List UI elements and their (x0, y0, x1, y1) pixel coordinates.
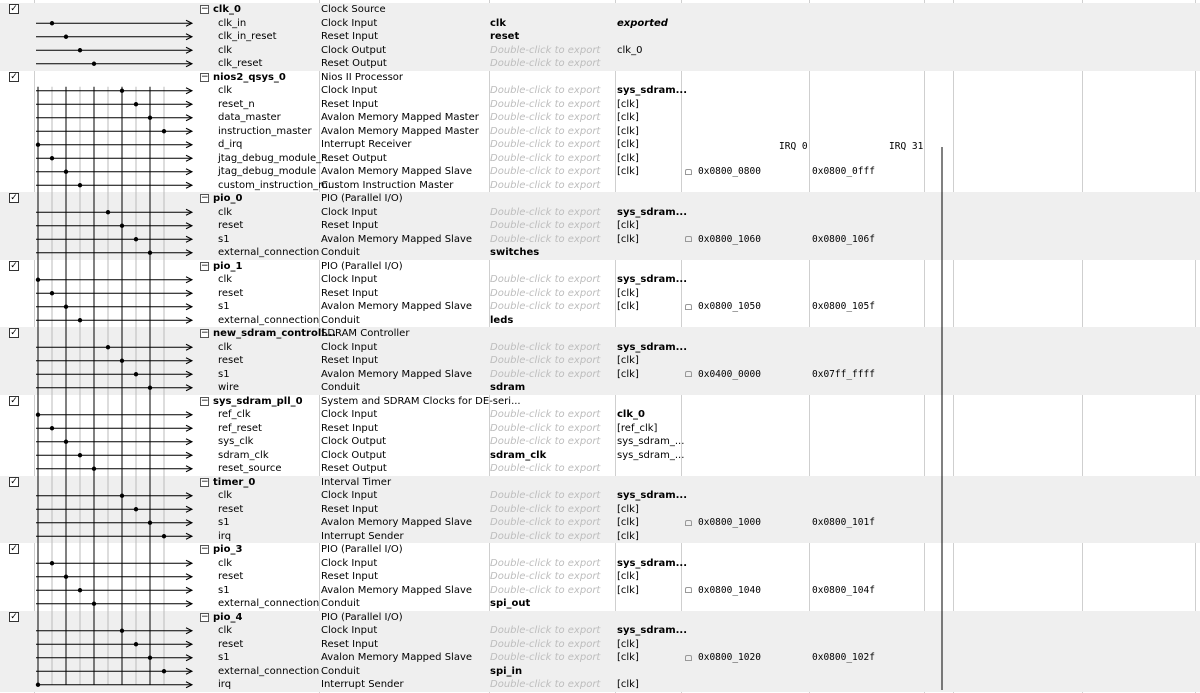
collapse-toggle-icon[interactable]: − (201, 611, 209, 622)
collapse-toggle-icon[interactable]: − (201, 476, 209, 487)
description: Reset Input (321, 31, 379, 42)
collapse-toggle-icon[interactable]: − (201, 193, 209, 203)
connection-dot[interactable] (162, 669, 166, 673)
connection-dot[interactable] (120, 89, 124, 93)
clock-value[interactable]: sys_sdram... (617, 274, 688, 285)
export-hint[interactable]: Double-click to export (490, 652, 601, 663)
export-hint[interactable]: Double-click to export (490, 638, 601, 650)
description: Interrupt Sender (321, 530, 404, 542)
export-hint[interactable]: Double-click to export (490, 409, 601, 420)
interface-name[interactable]: clk (218, 44, 233, 56)
use-checkbox[interactable]: ✓ (10, 476, 18, 487)
collapse-toggle-icon[interactable]: − (201, 260, 209, 271)
export-hint[interactable]: Double-click to export (490, 368, 601, 380)
connection-dot[interactable] (162, 534, 166, 538)
interface-name[interactable]: s1 (218, 368, 230, 380)
clock-value[interactable]: [clk] (617, 368, 639, 380)
clock-value[interactable]: [clk] (617, 139, 639, 150)
collapse-toggle-icon[interactable]: − (201, 328, 209, 338)
irq-connection-wire[interactable] (900, 130, 960, 693)
description: SDRAM Controller (321, 328, 410, 339)
export-hint[interactable]: Double-click to export (490, 125, 601, 137)
interface-name[interactable]: reset (218, 503, 244, 515)
interface-name[interactable]: data_master (218, 112, 281, 123)
connection-dot[interactable] (148, 386, 152, 390)
base-address-value: 0x0800_0800 (698, 166, 761, 177)
end-address: 0x0800_105f (812, 301, 875, 312)
connection-dot[interactable] (78, 453, 82, 457)
use-checkbox[interactable]: ✓ (10, 544, 18, 554)
clock-value[interactable]: sys_sdram... (617, 85, 688, 96)
export-hint[interactable]: Double-click to export (490, 355, 601, 366)
description: Reset Output (321, 152, 387, 164)
base-address[interactable] (685, 300, 805, 314)
connection-dot[interactable] (106, 345, 110, 349)
connection-dot[interactable] (134, 507, 138, 511)
description: Clock Output (321, 44, 387, 56)
description: Reset Output (321, 58, 387, 69)
component-name[interactable]: pio_3 (213, 544, 243, 555)
connection-dot[interactable] (64, 305, 68, 309)
base-address-value: 0x0800_1060 (698, 233, 761, 245)
export-hint[interactable]: Double-click to export (490, 139, 601, 150)
clock-value[interactable]: sys_sdram... (617, 341, 688, 353)
description: PIO (Parallel I/O) (321, 260, 403, 272)
connection-dot[interactable] (134, 102, 138, 106)
lock-icon[interactable] (685, 587, 692, 593)
description: System and SDRAM Clocks for DE-seri... (321, 395, 521, 407)
description: PIO (Parallel I/O) (321, 544, 403, 555)
connection-dot[interactable] (64, 170, 68, 174)
export-hint[interactable]: Double-click to export (490, 152, 601, 164)
component-name[interactable]: pio_0 (213, 193, 243, 204)
interface-name[interactable]: clk (218, 85, 233, 96)
export-hint[interactable]: Double-click to export (490, 206, 601, 218)
export-hint[interactable]: Double-click to export (490, 341, 601, 353)
interface-name[interactable]: jtag_debug_module_r... (218, 152, 334, 164)
export-name[interactable]: sdram_clk (490, 449, 547, 461)
connection-dot[interactable] (148, 656, 152, 660)
connection-dot[interactable] (50, 291, 54, 295)
component-name[interactable]: timer_0 (213, 476, 256, 488)
lock-icon[interactable] (685, 371, 692, 377)
export-hint[interactable]: Double-click to export (490, 233, 601, 245)
clock-value[interactable]: sys_sdram... (617, 625, 688, 636)
clock-value[interactable]: [clk] (617, 571, 639, 582)
lock-icon[interactable] (685, 304, 692, 310)
connection-dot[interactable] (78, 588, 82, 592)
use-checkbox[interactable]: ✓ (10, 260, 18, 271)
description: Avalon Memory Mapped Slave (321, 166, 473, 177)
export-hint[interactable]: Double-click to export (490, 463, 601, 474)
end-address: 0x07ff_ffff (812, 368, 875, 380)
clock-value[interactable]: clk_0 (617, 409, 645, 420)
description: Avalon Memory Mapped Slave (321, 517, 473, 528)
connection-dot[interactable] (50, 426, 54, 430)
description: Conduit (321, 665, 360, 677)
interface-name[interactable]: reset (218, 220, 244, 231)
description: Reset Input (321, 98, 379, 110)
description: Reset Output (321, 463, 387, 474)
description: Clock Input (321, 625, 378, 636)
clock-value[interactable]: sys_sdram... (617, 206, 688, 218)
irq-31-label: IRQ 31 (889, 141, 924, 152)
export-hint[interactable]: Double-click to export (490, 85, 601, 96)
description: Clock Input (321, 85, 378, 96)
interface-name[interactable]: clk (218, 625, 233, 636)
clock-value[interactable]: [clk] (617, 166, 639, 177)
export-hint[interactable]: Double-click to export (490, 517, 601, 528)
base-address[interactable] (685, 651, 805, 665)
lock-icon[interactable] (685, 236, 692, 242)
connection-dot[interactable] (92, 467, 96, 471)
description: Avalon Memory Mapped Master (321, 112, 479, 123)
export-name[interactable]: spi_out (490, 598, 531, 609)
clock-value[interactable]: [clk] (617, 287, 639, 299)
connection-dot[interactable] (92, 62, 96, 66)
clock-value[interactable]: [clk] (617, 584, 639, 596)
use-checkbox[interactable]: ✓ (10, 395, 18, 406)
interface-name[interactable]: s1 (218, 652, 230, 663)
connection-wires[interactable] (0, 0, 337, 693)
interface-name[interactable]: clk (218, 490, 233, 501)
description: PIO (Parallel I/O) (321, 193, 403, 204)
interface-name[interactable]: clk_in_reset (218, 31, 277, 42)
clock-value[interactable]: sys_sdram... (617, 490, 688, 501)
clock-value[interactable]: [clk] (617, 355, 639, 366)
description: Clock Input (321, 490, 378, 501)
export-name[interactable]: reset (490, 31, 520, 42)
description: Reset Input (321, 287, 379, 299)
interface-name[interactable]: clk_in (218, 17, 247, 29)
description: Interrupt Sender (321, 679, 404, 690)
lock-icon[interactable] (685, 169, 692, 175)
interface-name[interactable]: s1 (218, 517, 230, 528)
use-checkbox[interactable]: ✓ (10, 328, 18, 338)
interface-name[interactable]: reset (218, 638, 244, 650)
connection-dot[interactable] (120, 494, 124, 498)
connection-dot[interactable] (106, 210, 110, 214)
connection-dot[interactable] (64, 440, 68, 444)
interface-name[interactable]: external_connection (218, 314, 320, 326)
export-hint[interactable]: Double-click to export (490, 166, 601, 177)
end-address: 0x0800_101f (812, 517, 875, 528)
description: Custom Instruction Master (321, 179, 454, 191)
interface-name[interactable]: s1 (218, 233, 230, 245)
interface-name[interactable]: reset_n (218, 98, 255, 110)
connection-dot[interactable] (50, 156, 54, 160)
connection-dot[interactable] (50, 561, 54, 565)
connection-dot[interactable] (36, 143, 40, 147)
description: Clock Input (321, 17, 378, 29)
interface-name[interactable]: reset (218, 355, 244, 366)
description: Avalon Memory Mapped Slave (321, 584, 473, 596)
export-name[interactable]: switches (490, 247, 540, 258)
base-address-value: 0x0800_1000 (698, 517, 761, 528)
interface-name[interactable]: clk (218, 274, 233, 285)
export-name[interactable]: clk (490, 17, 507, 29)
clock-value[interactable]: [clk] (617, 652, 639, 663)
clock-value[interactable]: [clk] (617, 530, 639, 542)
interface-name[interactable]: d_irq (218, 139, 243, 150)
description: Avalon Memory Mapped Slave (321, 652, 473, 663)
connection-dot[interactable] (120, 629, 124, 633)
description: Reset Input (321, 638, 379, 650)
export-hint[interactable]: Double-click to export (490, 179, 601, 191)
clock-value[interactable]: [clk] (617, 98, 639, 110)
clock-value[interactable]: [clk] (617, 112, 639, 123)
connection-dot[interactable] (148, 251, 152, 255)
export-name[interactable]: spi_in (490, 665, 523, 677)
use-checkbox[interactable]: ✓ (10, 71, 18, 82)
collapse-toggle-icon[interactable]: − (201, 395, 209, 406)
interface-name[interactable]: external_connection (218, 665, 320, 677)
connection-dot[interactable] (134, 642, 138, 646)
export-hint[interactable]: Double-click to export (490, 503, 601, 515)
description: Clock Output (321, 436, 387, 447)
description: Clock Source (321, 4, 386, 15)
interface-name[interactable]: sys_clk (218, 436, 254, 447)
description: Clock Input (321, 341, 378, 353)
component-name[interactable]: nios2_qsys_0 (213, 71, 286, 83)
interface-name[interactable]: wire (218, 382, 240, 393)
description: Conduit (321, 314, 360, 326)
export-hint[interactable]: Double-click to export (490, 274, 601, 285)
interface-name[interactable]: s1 (218, 301, 230, 312)
export-hint[interactable]: Double-click to export (490, 287, 601, 299)
export-hint[interactable]: Double-click to export (490, 625, 601, 636)
interface-name[interactable]: irq (218, 530, 232, 542)
end-address: 0x0800_0fff (812, 166, 875, 177)
end-address: 0x0800_106f (812, 233, 875, 245)
interface-name[interactable]: clk (218, 557, 233, 569)
end-address: 0x0800_102f (812, 652, 875, 663)
export-name[interactable]: leds (490, 314, 514, 326)
export-hint[interactable]: Double-click to export (490, 490, 601, 501)
lock-icon[interactable] (685, 655, 692, 661)
description: Clock Input (321, 409, 378, 420)
collapse-toggle-icon[interactable]: − (201, 71, 209, 82)
lock-icon[interactable] (685, 520, 692, 526)
export-hint[interactable]: Double-click to export (490, 98, 601, 110)
component-name[interactable]: sys_sdram_pll_0 (213, 395, 303, 407)
connection-dot[interactable] (36, 413, 40, 417)
clock-value[interactable]: [clk] (617, 220, 639, 231)
clock-value[interactable]: [clk] (617, 152, 639, 164)
connection-dot[interactable] (134, 372, 138, 376)
export-hint[interactable]: Double-click to export (490, 436, 601, 447)
clock-value[interactable]: [clk] (617, 233, 639, 245)
base-address-value: 0x0800_1040 (698, 584, 761, 596)
description: Interval Timer (321, 476, 392, 488)
clock-value[interactable]: [clk] (617, 517, 639, 528)
export-hint[interactable]: Double-click to export (490, 422, 601, 434)
clock-value[interactable]: clk_0 (617, 44, 643, 56)
export-name[interactable]: sdram (490, 382, 526, 393)
description: Avalon Memory Mapped Master (321, 125, 479, 137)
interface-name[interactable]: ref_reset (218, 422, 262, 434)
clock-value[interactable]: sys_sdram_... (617, 449, 685, 461)
export-hint[interactable]: Double-click to export (490, 557, 601, 569)
export-hint[interactable]: Double-click to export (490, 571, 601, 582)
interface-name[interactable]: clk (218, 341, 233, 353)
export-hint[interactable]: Double-click to export (490, 301, 601, 312)
collapse-toggle-icon[interactable]: − (201, 544, 209, 554)
collapse-toggle-icon[interactable]: − (201, 4, 209, 14)
use-checkbox[interactable]: ✓ (10, 611, 18, 622)
connection-dot[interactable] (78, 183, 82, 187)
export-hint[interactable]: Double-click to export (490, 530, 601, 542)
clock-value[interactable]: [clk] (617, 503, 639, 515)
connection-dot[interactable] (64, 35, 68, 39)
connection-dot[interactable] (36, 278, 40, 282)
base-address[interactable] (685, 516, 805, 530)
clock-value[interactable]: exported (617, 17, 668, 29)
description: Reset Input (321, 422, 379, 434)
connection-dot[interactable] (78, 318, 82, 322)
interface-name[interactable]: instruction_master (218, 125, 312, 137)
description: Conduit (321, 598, 360, 609)
description: Clock Input (321, 206, 378, 218)
description: Reset Input (321, 571, 379, 582)
description: Reset Input (321, 503, 379, 515)
interface-name[interactable]: jtag_debug_module (218, 166, 317, 177)
interface-name[interactable]: external_connection (218, 247, 320, 258)
irq-0-label: IRQ 0 (779, 141, 808, 152)
component-name[interactable]: clk_0 (213, 4, 241, 15)
description: Reset Input (321, 355, 379, 366)
connection-dot[interactable] (120, 359, 124, 363)
connection-dot[interactable] (120, 224, 124, 228)
connection-dot[interactable] (78, 48, 82, 52)
description: Avalon Memory Mapped Slave (321, 301, 473, 312)
use-checkbox[interactable]: ✓ (10, 4, 18, 14)
interface-name[interactable]: reset (218, 287, 244, 299)
export-hint[interactable]: Double-click to export (490, 112, 601, 123)
interface-name[interactable]: s1 (218, 584, 230, 596)
base-address[interactable] (685, 165, 805, 179)
description: Clock Output (321, 449, 387, 461)
base-address[interactable] (685, 368, 805, 382)
clock-value[interactable]: [clk] (617, 301, 639, 312)
interface-name[interactable]: reset (218, 571, 244, 582)
interface-name[interactable]: irq (218, 679, 232, 690)
connection-dot[interactable] (162, 129, 166, 133)
description: Conduit (321, 247, 360, 258)
connection-dot[interactable] (64, 575, 68, 579)
description: Avalon Memory Mapped Slave (321, 368, 473, 380)
clock-value[interactable]: sys_sdram... (617, 557, 688, 569)
clock-value[interactable]: [clk] (617, 638, 639, 650)
interface-name[interactable]: ref_clk (218, 409, 251, 420)
use-checkbox[interactable]: ✓ (10, 193, 18, 203)
description: Clock Input (321, 557, 378, 569)
clock-value[interactable]: [clk] (617, 125, 639, 137)
description: Clock Input (321, 274, 378, 285)
end-address: 0x0800_104f (812, 584, 875, 596)
interface-name[interactable]: clk_reset (218, 58, 263, 69)
base-address[interactable] (685, 233, 805, 247)
description: Conduit (321, 382, 360, 393)
description: Interrupt Receiver (321, 139, 412, 150)
connection-dot[interactable] (148, 116, 152, 120)
clock-value[interactable]: [clk] (617, 679, 639, 690)
connection-dot[interactable] (148, 521, 152, 525)
interface-name[interactable]: clk (218, 206, 233, 218)
component-name[interactable]: pio_1 (213, 260, 243, 272)
export-hint[interactable]: Double-click to export (490, 44, 601, 56)
base-address-value: 0x0400_0000 (698, 368, 761, 380)
export-hint[interactable]: Double-click to export (490, 220, 601, 231)
connection-dot[interactable] (134, 237, 138, 241)
export-hint[interactable]: Double-click to export (490, 58, 601, 69)
description: Nios II Processor (321, 71, 404, 83)
interface-name[interactable]: external_connection (218, 598, 320, 609)
base-address[interactable] (685, 584, 805, 598)
description: Avalon Memory Mapped Slave (321, 233, 473, 245)
connection-dot[interactable] (50, 21, 54, 25)
base-address-value: 0x0800_1050 (698, 301, 761, 312)
base-address-value: 0x0800_1020 (698, 652, 761, 663)
component-name[interactable]: new_sdram_controll... (213, 328, 337, 339)
description: Reset Input (321, 220, 379, 231)
clock-value[interactable]: sys_sdram_... (617, 436, 685, 447)
connection-dot[interactable] (36, 683, 40, 687)
export-hint[interactable]: Double-click to export (490, 679, 601, 690)
component-name[interactable]: pio_4 (213, 611, 243, 623)
interface-name[interactable]: custom_instruction_m... (218, 179, 338, 191)
export-hint[interactable]: Double-click to export (490, 584, 601, 596)
clock-value[interactable]: [ref_clk] (617, 422, 658, 434)
interface-name[interactable]: sdram_clk (218, 449, 269, 461)
connection-dot[interactable] (92, 602, 96, 606)
description: PIO (Parallel I/O) (321, 611, 403, 623)
interface-name[interactable]: reset_source (218, 463, 282, 474)
